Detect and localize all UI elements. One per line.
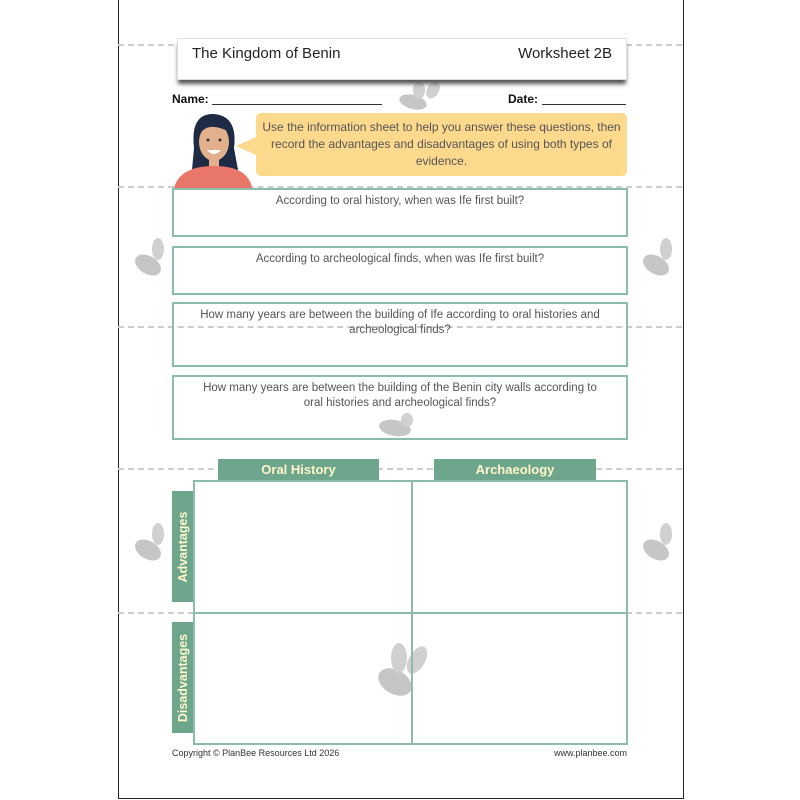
evidence-table — [193, 480, 628, 745]
question-box[interactable] — [172, 302, 628, 367]
question-text: According to oral history, when was Ife first built? — [275, 195, 525, 207]
row-header-advantages — [172, 491, 193, 602]
title-header — [177, 38, 627, 80]
background-pattern-line — [118, 468, 682, 470]
website-link[interactable]: www.planbee.com — [553, 748, 627, 758]
row-header-label: Advantages — [175, 511, 190, 582]
column-header-oral-history: Oral History — [218, 459, 379, 480]
worksheet-title: The Kingdom of Benin — [192, 45, 341, 62]
row-header-label: Disadvantages — [175, 633, 190, 722]
question-box[interactable] — [172, 246, 628, 295]
cell-archaeology-advantages[interactable] — [413, 482, 626, 612]
bee-watermark-icon — [385, 80, 445, 110]
row-header-disadvantages — [172, 622, 193, 733]
bee-watermark-icon — [630, 520, 680, 565]
question-box[interactable] — [172, 375, 628, 440]
date-field[interactable] — [542, 92, 626, 105]
cell-oral-advantages[interactable] — [195, 482, 411, 612]
instruction-bubble: Use the information sheet to help you answer these questions, then record the advantages and disadvantages of using both types of evidence. — [256, 113, 627, 176]
copyright-text: Copyright © PlanBee Resources Ltd 2026 — [172, 748, 340, 758]
name-label: Name: — [172, 92, 209, 106]
date-label: Date: — [508, 92, 539, 106]
column-header-archaeology: Archaeology — [434, 459, 596, 480]
question-text: How many years are between the building of Ife according to oral histories and archeological finds? — [200, 309, 600, 336]
question-box[interactable] — [172, 188, 628, 237]
bee-watermark-icon — [630, 235, 680, 280]
bee-watermark-icon — [122, 520, 170, 565]
worksheet-number: Worksheet 2B — [518, 45, 612, 62]
cell-archaeology-disadvantages[interactable] — [413, 614, 626, 743]
question-text: How many years are between the building of the Benin city walls according to oral histories and archeological finds? — [203, 382, 597, 409]
name-field[interactable] — [212, 92, 382, 105]
question-text: According to archeological finds, when was Ife first built? — [255, 253, 545, 265]
cell-oral-disadvantages[interactable] — [195, 614, 411, 743]
bee-watermark-icon — [122, 235, 172, 280]
